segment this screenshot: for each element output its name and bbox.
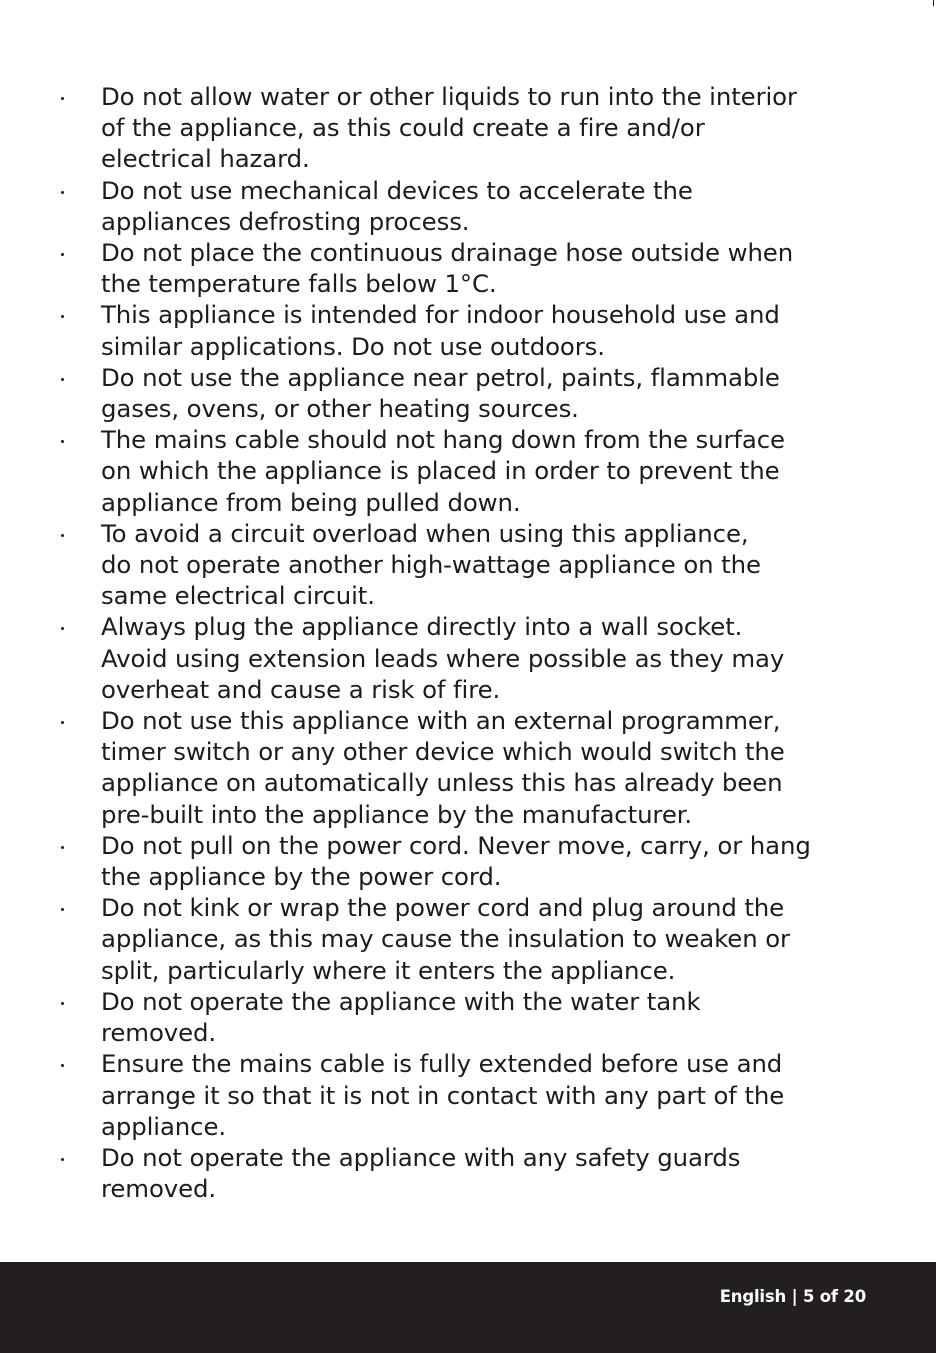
- bullet-text: To avoid a circuit overload when using this appliance, do not operate another high-wattage appliance on the same electrical circuit.: [101, 518, 761, 611]
- bullet-text: Do not use mechanical devices to accelerate the appliances defrosting process.: [101, 175, 693, 236]
- bullet-item: [0, 892, 936, 986]
- bullet-dot-icon: [61, 627, 64, 630]
- page-number-label: English | 5 of 20: [719, 1287, 866, 1306]
- bullet-dot-icon: [61, 846, 64, 849]
- bullet-text: Always plug the appliance directly into a wall socket. Avoid using extension leads where possible as they may overheat and cause a risk of fire.: [101, 612, 785, 704]
- bullet-item: [0, 611, 936, 705]
- bullet-dot-icon: [61, 721, 64, 724]
- bullet-item: [0, 1048, 936, 1142]
- bullet-dot-icon: [61, 1158, 64, 1161]
- bullet-text: Do not operate the appliance with the water tank removed.: [101, 986, 701, 1048]
- page-corner-mark: [933, 0, 934, 6]
- bullet-dot-icon: [61, 440, 64, 443]
- bullet-item: [0, 1142, 936, 1204]
- bullet-item: [0, 830, 936, 892]
- bullet-dot-icon: [61, 908, 64, 911]
- bullet-item: [0, 424, 936, 518]
- bullet-item: [0, 705, 936, 830]
- bullet-text: Do not operate the appliance with any safety guards removed.: [101, 1142, 741, 1204]
- bullet-dot-icon: [61, 534, 64, 537]
- bullet-dot-icon: [61, 97, 64, 100]
- page-footer: [0, 1262, 936, 1353]
- bullet-dot-icon: [61, 1064, 64, 1067]
- bullet-text: Do not pull on the power cord. Never move, carry, or hang the appliance by the power cord.: [101, 830, 811, 892]
- page-content: [0, 81, 936, 1204]
- bullet-item: [0, 362, 936, 424]
- bullet-item: [0, 518, 936, 612]
- bullet-dot-icon: [61, 1002, 64, 1005]
- bullet-text: Do not allow water or other liquids to run into the interior of the appliance, as this could create a fire and/or electrical hazard.: [101, 82, 797, 174]
- bullet-item: [0, 299, 936, 361]
- bullet-text: This appliance is intended for indoor household use and similar applications. Do not use outdoors.: [101, 300, 780, 361]
- bullet-dot-icon: [61, 191, 64, 194]
- bullet-text: Do not use this appliance with an external programmer, timer switch or any other device which would switch the appliance on automatically unless this has already been pre-built into the appliance by the manufacturer.: [101, 706, 785, 829]
- bullet-text: The mains cable should not hang down from the surface on which the appliance is placed in order to prevent the appliance from being pulled down.: [101, 425, 785, 517]
- safety-bullet-list: [0, 81, 936, 1204]
- bullet-item: [0, 81, 936, 175]
- bullet-text: Ensure the mains cable is fully extended before use and arrange it so that it is not in contact with any part of the appliance.: [101, 1049, 785, 1141]
- bullet-text: Do not kink or wrap the power cord and plug around the appliance, as this may cause the insulation to weaken or split, particularly where it enters the appliance.: [101, 893, 790, 985]
- bullet-text: Do not use the appliance near petrol, paints, flammable gases, ovens, or other heating sources.: [101, 362, 780, 424]
- bullet-item: [0, 175, 936, 237]
- bullet-item: [0, 986, 936, 1048]
- bullet-dot-icon: [61, 315, 64, 318]
- bullet-item: [0, 237, 936, 299]
- bullet-dot-icon: [61, 253, 64, 256]
- bullet-dot-icon: [61, 378, 64, 381]
- bullet-text: Do not place the continuous drainage hose outside when the temperature falls below 1°C.: [101, 238, 794, 299]
